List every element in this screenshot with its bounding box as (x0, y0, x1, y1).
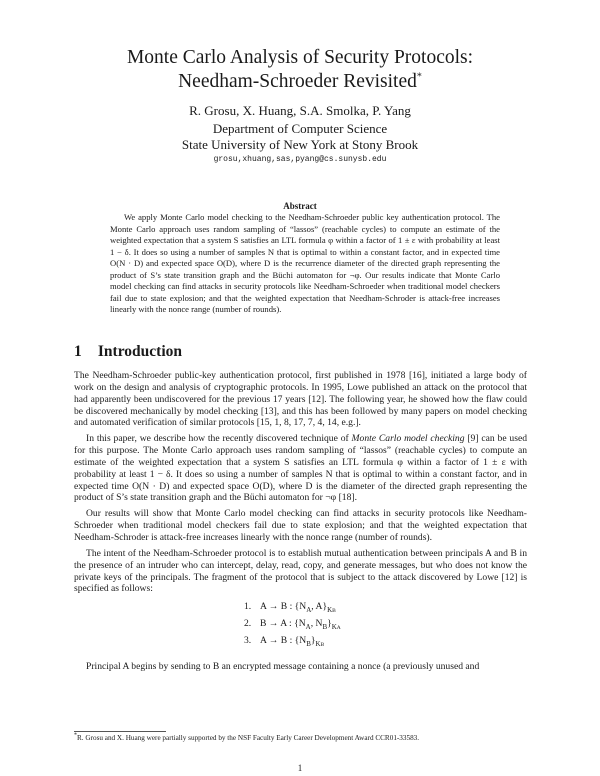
paragraph-2 (74, 433, 527, 504)
step-number: 1. (244, 601, 252, 613)
step-number: 3. (244, 634, 252, 646)
paragraph-3: Our results will show that Monte Carlo model checking can find attacks in security protocols like Needham-Schroeder when traditional model checkers fail due to state explosion; and that the weighted expectation that Needham-Schroder is attack-free increases linearly with the nonce range (number of rounds). (74, 508, 527, 543)
paragraph-2-start: In this paper, we describe how the recently discovered technique of (86, 433, 352, 445)
section-heading (74, 342, 534, 362)
page-number: 1 (297, 763, 303, 773)
footnote-text: R. Grosu and X. Huang were partially supported by the NSF Faculty Early Career Development Award CCR01-33583. (77, 734, 420, 742)
footnote-rule (74, 731, 166, 732)
university: State University of New York at Stony Brook (181, 137, 419, 152)
section-title: Introduction (97, 343, 182, 360)
protocol-step-3 (244, 635, 527, 652)
abstract-heading: Abstract (283, 201, 317, 211)
paragraph-5: Principal A begins by sending to B an encrypted message containing a nonce (a previously unused and (86, 661, 480, 673)
title-footnote-mark: * (416, 71, 422, 83)
title-line-1: Monte Carlo Analysis of Security Protocols: (126, 47, 474, 68)
section-number: 1 (74, 343, 82, 360)
step-message-2: B → A : {$N_A$, $N_B\}_{KA}$ (260, 617, 341, 631)
title-line-2: Needham-Schroeder Revisited (178, 71, 417, 92)
paragraph-1: The Needham-Schroeder public-key authentication protocol, first published in 1978 [16], initiated a large body of work on the design and analysis of cryptographic protocols. In 1995, Lowe published an attack on the protocol that had apparently been undiscovered for the previous 17 years [12]. The following year, he showed how the flaw could be discovered mechanically by model checking [13], and this has been followed by many papers on model checking and automated verification of similar protocols [15, 1, 8, 17, 7, 4, 14, e.g.]. (74, 370, 527, 429)
protocol-step-1 (244, 601, 527, 618)
department: Department of Computer Science (212, 121, 388, 136)
author-list: R. Grosu, X. Huang, S.A. Smolka, P. Yang (189, 103, 411, 118)
footnote (74, 734, 534, 743)
step-message-3: A → B : $\{N_B\}_{KB}$ (260, 634, 325, 648)
step-number: 2. (244, 617, 252, 629)
emphasis-mc-model-checking: Monte Carlo model checking (351, 433, 465, 445)
section-body (74, 370, 527, 677)
protocol-step-2 (244, 618, 527, 635)
paragraph-4: The intent of the Needham-Schroeder protocol is to establish mutual authentication between principals A and B in the presence of an intruder who can intercept, delay, read, copy, and generate messages, but who does not know the private keys of the principals. The fragment of the protocol that is subject to the attack discovered by Lowe [12] is specified as follows: (74, 547, 527, 595)
paragraph-2-end: [9] can be used for this purpose. The Monte Carlo approach uses random sampling of “lassos” (reachable cycles) to compute an estimate of the weighted expectation that a system S satisfies an LTL formula φ within a factor of 1 ± ε with probability at least 1 − δ. It does so using a number of samples N that is optimal to within a constant factor, and in expected time O(N · D) and expected space O(D), where D is the diameter of the directed graph representing the product of S’s state transition graph and the Büchi automaton for ¬φ [18]. (74, 433, 527, 504)
paper-title (0, 46, 600, 94)
protocol-steps (74, 601, 527, 651)
step-message-1: A → B : {$N_A$, $A\}_{KB}$ (260, 601, 336, 615)
author-email: grosu,xhuang,sas,pyang@cs.sunysb.edu (213, 155, 387, 164)
abstract-text: We apply Monte Carlo model checking to the Needham-Schroeder public key authentication protocol. The Monte Carlo approach uses random sampling of “lassos” (reachable cycles) to compute an estimate of the weighted expectation that a system S satisfies an LTL formula φ within a factor of 1 ± ε with probability at least 1 − δ. It does so using a number of samples N that is optimal to within a constant factor, and in expected time O(N · D) and expected space O(D), where D is the recurrence diameter of the directed graph representing the product of S’s state transition graph and the Büchi automaton for ¬φ. Our results indicate that Monte Carlo model checking can find attacks in security protocols like Needham-Schroeder when traditional model checkers fail due to state explosion; and that the weighted expectation that Needham-Schroder is attack-free increases linearly with the nonce range (number of rounds). (110, 212, 500, 315)
footnote-mark: * (74, 732, 77, 739)
affiliation (0, 121, 600, 153)
